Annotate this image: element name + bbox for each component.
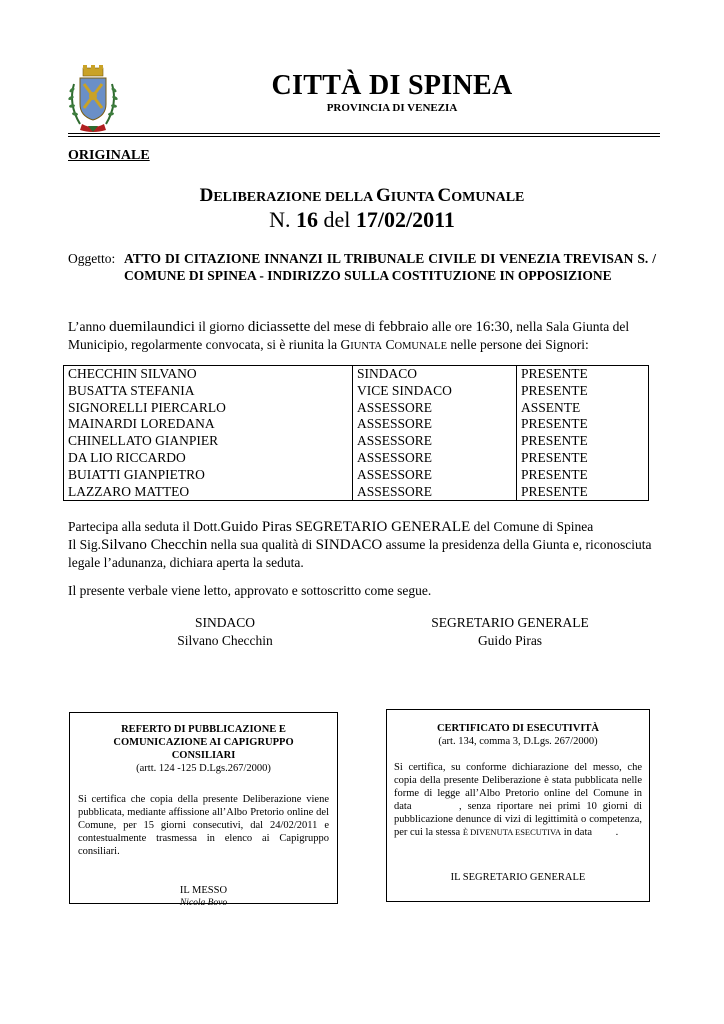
messenger-role: IL MESSO	[179, 885, 228, 896]
member-status: PRESENTE	[517, 383, 649, 400]
city-title: CITTÀ DI SPINEA	[271, 70, 513, 101]
header-rule	[68, 133, 660, 137]
member-status: ASSENTE	[517, 400, 649, 417]
member-status: PRESENTE	[517, 484, 649, 501]
publication-title: REFERTO DI PUBBLICAZIONE E COMUNICAZIONE AI CAPIGRUPPO CONSILIARI	[113, 724, 294, 761]
intro-paragraph: L’anno duemilaundici il giorno diciassette del mese di febbraio alle ore 16:30, nella Sala Giunta del Municipio, regolarmente convocata, si è riunita la GIUNTA COMUNALE nelle persone dei Signori:	[68, 319, 630, 352]
deliberation-number: N. 16 del 17/02/2011	[269, 207, 455, 232]
members-table	[63, 365, 649, 501]
secretary-general-role: IL SEGRETARIO GENERALE	[450, 872, 586, 883]
member-row	[64, 400, 649, 417]
member-status: PRESENTE	[517, 433, 649, 450]
member-name: MAINARDI LOREDANA	[64, 416, 353, 433]
member-status: PRESENTE	[517, 366, 649, 383]
member-row	[64, 366, 649, 383]
executivity-body: Si certifica, su conforme dichiarazione del messo, che copia della presente Deliberazione è stata pubblicata nelle forme di legge all’Albo Pretorio online del Comune in data , senza riportare nei primi 10 giorni di pubblicazione denunce di vizi di legittimità o competenza, per cui la stessa È DIVENUTA ESECUTIVA in data .	[394, 762, 645, 838]
subject-block	[68, 250, 656, 284]
secretary-signature	[410, 614, 610, 650]
secretary-role: SEGRETARIO GENERALE	[431, 615, 589, 630]
member-name: CHECCHIN SILVANO	[64, 366, 353, 383]
subject-label: Oggetto:	[68, 251, 116, 266]
member-role: ASSESSORE	[353, 484, 517, 501]
member-status: PRESENTE	[517, 467, 649, 484]
member-name: SIGNORELLI PIERCARLO	[64, 400, 353, 417]
member-row	[64, 450, 649, 467]
member-role: ASSESSORE	[353, 400, 517, 417]
member-name: BUSATTA STEFANIA	[64, 383, 353, 400]
member-row	[64, 467, 649, 484]
province-subtitle: PROVINCIA DI VENEZIA	[326, 102, 458, 114]
member-row	[64, 433, 649, 450]
executivity-title: CERTIFICATO DI ESECUTIVITÀ	[436, 723, 600, 734]
member-row	[64, 484, 649, 501]
original-label: ORIGINALE	[68, 148, 150, 163]
messenger-name: Nicola Bovo	[179, 898, 228, 908]
member-name: LAZZARO MATTEO	[64, 484, 353, 501]
member-role: ASSESSORE	[353, 416, 517, 433]
mayor-name: Silvano Checchin	[177, 633, 273, 648]
subject-text: ATTO DI CITAZIONE INNANZI IL TRIBUNALE CIVILE DI VENEZIA TREVISAN S. / COMUNE DI SPINEA - INDIRIZZO SULLA COSTITUZIONE IN OPPOSIZIONE	[124, 251, 656, 283]
participation-paragraph: Partecipa alla seduta il Dott.Guido Piras SEGRETARIO GENERALE del Comune di Spinea Il Sig.Silvano Checchin nella sua qualità di SINDACO assume la presidenza della Giunta e, riconosciuta legale l’adunanza, dichiara aperta la seduta.	[68, 519, 652, 570]
executivity-ref: (art. 134, comma 3, D.Lgs. 267/2000)	[438, 736, 598, 747]
member-name: DA LIO RICCARDO	[64, 450, 353, 467]
member-role: ASSESSORE	[353, 433, 517, 450]
deliberation-title: DELIBERAZIONE DELLA GIUNTA COMUNALE	[199, 185, 525, 206]
approval-statement: Il presente verbale viene letto, approvato e sottoscritto come segue.	[68, 583, 432, 598]
member-name: BUIATTI GIANPIETRO	[64, 467, 353, 484]
member-row	[64, 416, 649, 433]
member-status: PRESENTE	[517, 416, 649, 433]
member-row	[64, 383, 649, 400]
member-status: PRESENTE	[517, 450, 649, 467]
member-name: CHINELLATO GIANPIER	[64, 433, 353, 450]
member-role: VICE SINDACO	[353, 383, 517, 400]
mayor-role: SINDACO	[194, 615, 255, 630]
member-role: SINDACO	[353, 366, 517, 383]
publication-report-box	[69, 712, 338, 908]
mayor-signature	[140, 614, 310, 650]
member-role: ASSESSORE	[353, 450, 517, 467]
secretary-name: Guido Piras	[477, 633, 543, 648]
executivity-certificate-box	[386, 709, 650, 902]
publication-body: Si certifica che copia della presente Deliberazione viene pubblicata, mediante affissione all’Albo Pretorio online del Comune, per 15 giorni consecutivi, dal 24/02/2011 e contestualmente trasmessa in elenco ai Capigruppo consiliari.	[78, 794, 329, 857]
member-role: ASSESSORE	[353, 467, 517, 484]
publication-ref: (artt. 124 -125 D.Lgs.267/2000)	[136, 763, 271, 774]
